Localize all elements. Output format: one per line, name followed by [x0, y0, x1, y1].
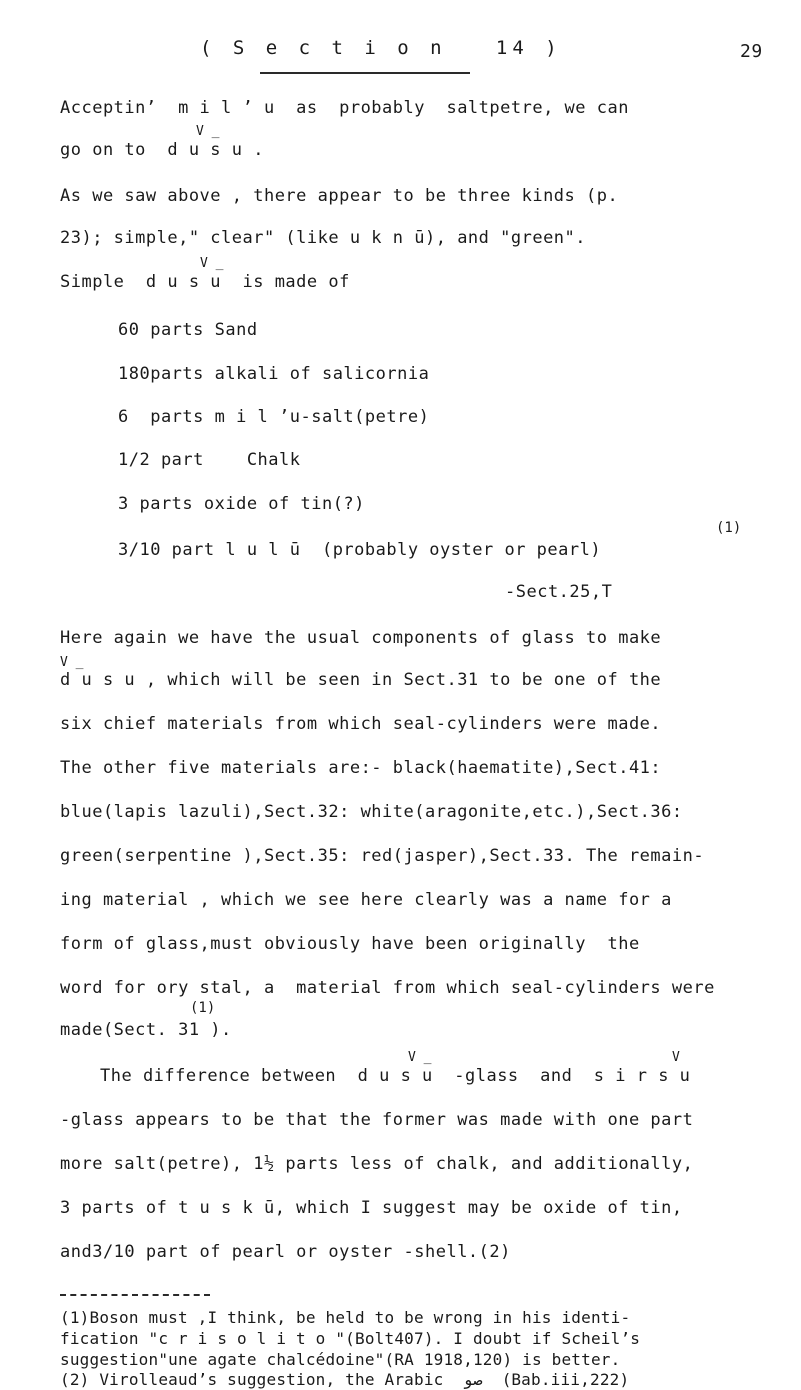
recipe-item: 1/2 part Chalk — [118, 450, 301, 470]
recipe-item: 180parts alkali of salicornia — [118, 364, 430, 384]
diacritic-mark: V _ — [200, 256, 224, 271]
header-underline — [260, 72, 470, 74]
diacritic-mark: V _ — [196, 124, 220, 139]
text-line: Simple d u s u is made of — [60, 272, 350, 292]
text-line: made(Sect. 31 ). — [60, 1020, 232, 1040]
recipe-item: 6 parts m i l ’u-salt(petre) — [118, 407, 430, 427]
footnote-separator — [60, 1294, 210, 1296]
footnote-line: suggestion"une agate chalcédoine"(RA 1918,120) is better. — [60, 1350, 621, 1369]
text-line: Acceptin’ m i l ’ u as probably saltpetre, we can — [60, 98, 629, 118]
text-line: d u s u , which will be seen in Sect.31 to be one of the — [60, 670, 662, 690]
diacritic-mark: V _ — [60, 655, 84, 670]
diacritic-mark: V — [672, 1050, 680, 1065]
text-line: more salt(petre), 1½ parts less of chalk, and additionally, — [60, 1154, 694, 1174]
recipe-item: 60 parts Sand — [118, 320, 258, 340]
text-line: 23); simple," clear" (like u k n ū), and "green". — [60, 228, 587, 248]
text-line: The other five materials are:- black(haematite),Sect.41: — [60, 758, 662, 778]
footnote-line: (1)Boson must ,I think, be held to be wrong in his identi- — [60, 1308, 631, 1327]
footnote-line: fication "c r i s o l i t o "(Bolt407). I doubt if Scheil’s — [60, 1329, 641, 1348]
text-line: word for ory stal, a material from which seal-cylinders were — [60, 978, 715, 998]
text-line: blue(lapis lazuli),Sect.32: white(aragonite,etc.),Sect.36: — [60, 802, 683, 822]
source-reference: -Sect.25,T — [505, 582, 613, 602]
annotation-mark: (1) — [716, 520, 742, 536]
page-number: 29 — [740, 41, 763, 62]
diacritic-mark: V _ — [408, 1050, 432, 1065]
text-line: go on to d u s u . — [60, 140, 264, 160]
text-line: green(serpentine ),Sect.35: red(jasper),Sect.33. The remain- — [60, 846, 705, 866]
text-line: ing material , which we see here clearly was a name for a — [60, 890, 672, 910]
recipe-item: 3/10 part l u l ū (probably oyster or pearl) — [118, 540, 602, 560]
text-line: The difference between d u s u -glass and s i r s u — [100, 1066, 691, 1086]
text-line: As we saw above , there appear to be three kinds (p. — [60, 186, 619, 206]
text-line: six chief materials from which seal-cylinders were made. — [60, 714, 662, 734]
footnote-line: (2) Virolleaud’s suggestion, the Arabic صو (Bab.iii,222) — [60, 1370, 630, 1389]
text-line: form of glass,must obviously have been originally the — [60, 934, 640, 954]
annotation-mark: (1) — [190, 1000, 216, 1016]
text-line: and3/10 part of pearl or oyster -shell.(2) — [60, 1242, 511, 1262]
section-heading: ( S e c t i o n 14 ) — [200, 37, 562, 59]
text-line: -glass appears to be that the former was made with one part — [60, 1110, 694, 1130]
text-line: 3 parts of t u s k ū, which I suggest may be oxide of tin, — [60, 1198, 683, 1218]
text-line: Here again we have the usual components of glass to make — [60, 628, 662, 648]
recipe-item: 3 parts oxide of tin(?) — [118, 494, 365, 514]
